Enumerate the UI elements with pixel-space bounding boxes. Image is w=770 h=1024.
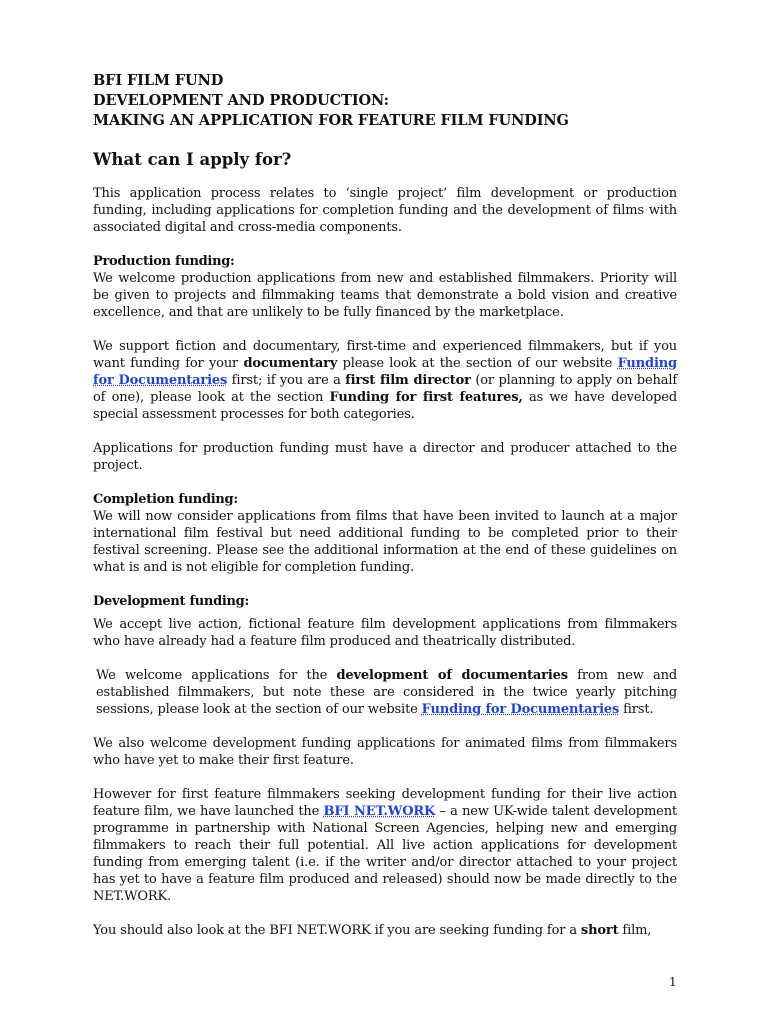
- development-paragraph-2: We welcome applications for the development of documentaries from new and established filmmakers, but note these are considered in the twice yearly pitching sessions, please look at the section of our website Funding for Documentaries first.: [96, 668, 678, 717]
- completion-paragraph-1: We will now consider applications from films that have been invited to launch at a major international film festival but need additional funding to be completed prior to their festival screening. Please see the additional information at the end of these guidelines on what is and is not eligible for completion funding.: [93, 509, 677, 575]
- section-heading: What can I apply for?: [93, 150, 292, 169]
- completion-funding-label: Completion funding:: [93, 492, 238, 507]
- page-number: 1: [669, 975, 677, 989]
- title-line-1: BFI FILM FUND: [93, 72, 224, 89]
- document-body: [93, 71, 677, 939]
- production-paragraph-2: We support fiction and documentary, first-time and experienced filmmakers, but if you want funding for your documentary please look at the section of our website Funding for Documentaries first; if you are a first film director (or planning to apply on behalf of one), please look at the section Funding for first features, as we have developed special assessment processes for both categories.: [93, 339, 677, 422]
- development-funding-label: Development funding:: [93, 594, 249, 609]
- development-paragraph-5: You should also look at the BFI NET.WORK if you are seeking funding for a short film,: [93, 923, 652, 938]
- development-of-documentaries-emphasis: development of documentaries: [336, 668, 568, 683]
- development-paragraph-4: However for first feature filmmakers seeking development funding for their live action feature film, we have launched the BFI NET.WORK – a new UK-wide talent development programme in partnership with National Screen Agencies, helping new and emerging filmmakers to reach their full potential. All live action applications for development funding from emerging talent (i.e. if the writer and/or director attached to your project has yet to have a feature film produced and released) should now be made directly to the NET.WORK.: [93, 787, 677, 904]
- title-line-2: DEVELOPMENT AND PRODUCTION:: [93, 92, 389, 109]
- intro-paragraph: This application process relates to ‘single project’ film development or production funding, including applications for completion funding and the development of films with associated digital and cross-media components.: [93, 186, 677, 235]
- production-paragraph-1: We welcome production applications from new and established filmmakers. Priority will be given to projects and filmmaking teams that demonstrate a bold vision and creative excellence, and that are unlikely to be fully financed by the marketplace.: [93, 271, 677, 320]
- funding-for-documentaries-link-2[interactable]: Funding for Documentaries: [421, 702, 620, 717]
- documentary-emphasis: documentary: [243, 356, 338, 371]
- development-paragraph-1: We accept live action, fictional feature film development applications from filmmakers who have already had a feature film produced and theatrically distributed.: [93, 617, 677, 649]
- document-title: [93, 71, 677, 131]
- short-emphasis: short: [580, 923, 619, 938]
- production-paragraph-3: Applications for production funding must have a director and producer attached to the project.: [93, 441, 677, 473]
- funding-for-documentaries-link[interactable]: Funding for Documentaries: [93, 356, 677, 388]
- bfi-network-link[interactable]: BFI NET.WORK: [323, 804, 436, 819]
- first-features-emphasis: Funding for first features,: [329, 390, 523, 405]
- development-paragraph-3: We also welcome development funding applications for animated films from filmmakers who have yet to make their first feature.: [93, 736, 677, 768]
- title-line-3: MAKING AN APPLICATION FOR FEATURE FILM FUNDING: [93, 112, 569, 129]
- production-funding-label: Production funding:: [93, 254, 235, 269]
- first-film-director-emphasis: first film director: [345, 373, 471, 388]
